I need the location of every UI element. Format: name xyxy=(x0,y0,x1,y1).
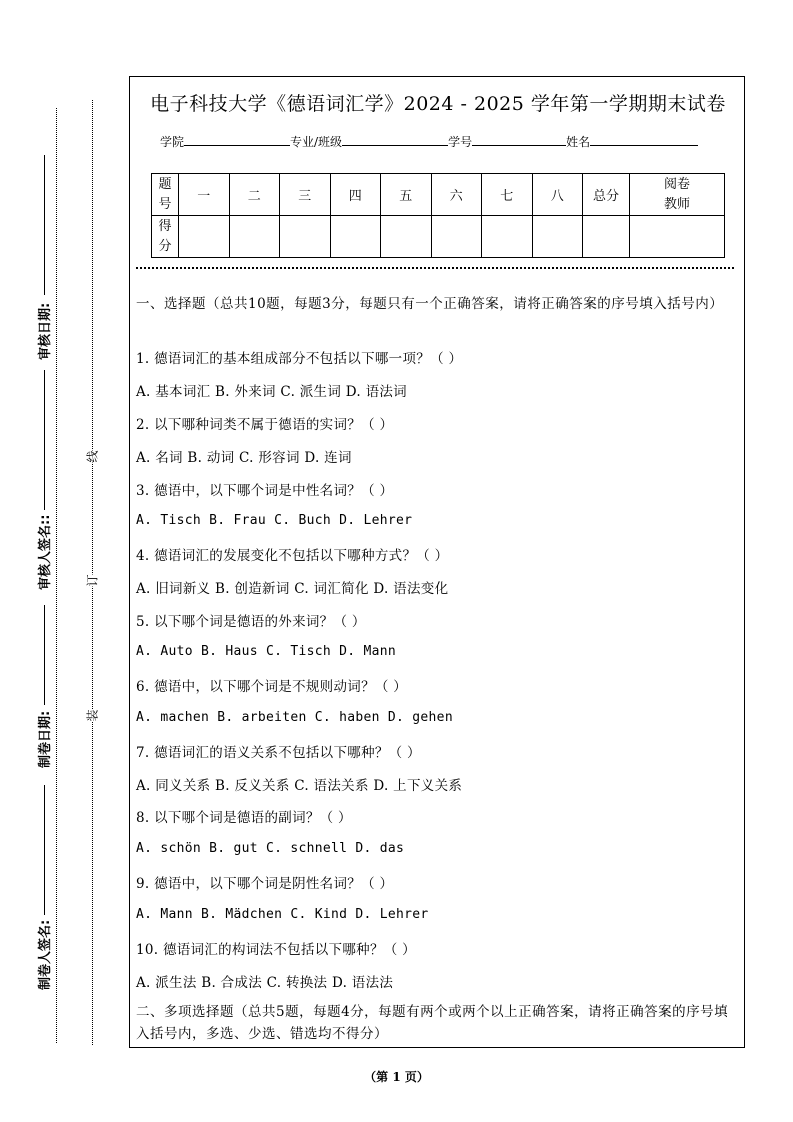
outer-dotted-line xyxy=(56,108,57,1043)
college-label: 学院 xyxy=(160,135,185,149)
reviewer-sign-label: 审核人签名:: xyxy=(38,514,53,590)
col-6: 六 xyxy=(431,174,482,216)
col-1: 一 xyxy=(179,174,230,216)
score-cell-total[interactable] xyxy=(583,216,630,258)
col-5: 五 xyxy=(381,174,432,216)
score-cell-grader[interactable] xyxy=(630,216,725,258)
question-1-options: A. 基本词汇 B. 外来词 C. 派生词 D. 语法词 xyxy=(136,384,407,400)
college-field[interactable] xyxy=(184,133,290,146)
question-1: 1. 德语词汇的基本组成部分不包括以下哪一项？（ ） xyxy=(136,351,463,367)
score-cell-6[interactable] xyxy=(431,216,482,258)
inner-dotted-line xyxy=(92,100,93,1045)
question-10-options: A. 派生法 B. 合成法 C. 转换法 D. 语法法 xyxy=(136,975,394,991)
question-5-options: A. Auto B. Haus C. Tisch D. Mann xyxy=(136,644,397,659)
col-2: 二 xyxy=(229,174,280,216)
student-id-field[interactable] xyxy=(472,133,566,146)
score-cell-2[interactable] xyxy=(229,216,280,258)
question-6: 6. 德语中，以下哪个词是不规则动词？（ ） xyxy=(136,679,408,695)
question-2: 2. 以下哪种词类不属于德语的实词？（ ） xyxy=(136,417,394,433)
maker-date-blank[interactable] xyxy=(44,605,45,705)
major-field[interactable] xyxy=(342,133,448,146)
question-7-options: A. 同义关系 B. 反义关系 C. 语法关系 D. 上下义关系 xyxy=(136,778,463,794)
question-8: 8. 以下哪个词是德语的副词？（ ） xyxy=(136,810,352,826)
binding-char-ding: 订 xyxy=(85,574,100,587)
question-4: 4. 德语词汇的发展变化不包括以下哪种方式？（ ） xyxy=(136,548,449,564)
exam-frame xyxy=(129,76,745,1048)
question-8-options: A. schön B. gut C. schnell D. das xyxy=(136,841,405,856)
score-cell-4[interactable] xyxy=(330,216,381,258)
reviewer-date-label: 审核日期: xyxy=(38,302,53,360)
col-total: 总分 xyxy=(583,174,630,216)
grader-label: 阅卷 教师 xyxy=(630,174,725,216)
question-9-options: A. Mann B. Mädchen C. Kind D. Lehrer xyxy=(136,907,429,922)
section2-heading: 二、多项选择题（总共5题，每题4分，每题有两个或两个以上正确答案，请将正确答案的序号填入括号内，多选、少选、错选均不得分） xyxy=(136,1004,729,1042)
col-7: 七 xyxy=(482,174,533,216)
question-3-options: A. Tisch B. Frau C. Buch D. Lehrer xyxy=(136,513,413,528)
score-cell-7[interactable] xyxy=(482,216,533,258)
question-6-options: A. machen B. arbeiten C. haben D. gehen xyxy=(136,710,453,725)
name-field[interactable] xyxy=(590,133,698,146)
maker-date-label: 制卷日期: xyxy=(38,710,53,768)
binding-char-zhuang: 装 xyxy=(85,709,100,722)
question-7: 7. 德语词汇的语义关系不包括以下哪种？（ ） xyxy=(136,745,421,761)
score-cell-1[interactable] xyxy=(179,216,230,258)
question-4-options: A. 旧词新义 B. 创造新词 C. 词汇简化 D. 语法变化 xyxy=(136,581,449,597)
section-divider xyxy=(136,267,734,269)
question-5: 5. 以下哪个词是德语的外来词？（ ） xyxy=(136,614,366,630)
question-2-options: A. 名词 B. 动词 C. 形容词 D. 连词 xyxy=(136,450,352,466)
student-id-label: 学号 xyxy=(448,135,473,149)
score-cell-3[interactable] xyxy=(280,216,331,258)
major-label: 专业/班级 xyxy=(290,135,343,149)
maker-sign-label: 制卷人签名: xyxy=(38,919,53,990)
binding-char-xian: 线 xyxy=(85,450,100,463)
col-4: 四 xyxy=(330,174,381,216)
page-number: （第 1 页） xyxy=(364,1070,429,1084)
score-table xyxy=(151,173,725,258)
score-table-score-row xyxy=(152,216,725,258)
question-3: 3. 德语中，以下哪个词是中性名词？（ ） xyxy=(136,483,394,499)
name-label: 姓名 xyxy=(566,135,591,149)
score-cell-5[interactable] xyxy=(381,216,432,258)
question-9: 9. 德语中，以下哪个词是阴性名词？（ ） xyxy=(136,876,394,892)
reviewer-date-blank[interactable] xyxy=(44,155,45,295)
reviewer-sign-blank[interactable] xyxy=(44,370,45,510)
question-number-label: 题 号 xyxy=(152,174,179,216)
exam-title: 电子科技大学《德语词汇学》2024 - 2025 学年第一学期期末试卷 xyxy=(150,93,726,115)
score-table-header-row xyxy=(152,174,725,216)
section1-heading: 一、选择题（总共10题，每题3分，每题只有一个正确答案，请将正确答案的序号填入括号内） xyxy=(136,296,724,312)
col-8: 八 xyxy=(532,174,583,216)
maker-sign-blank[interactable] xyxy=(44,785,45,915)
question-10: 10. 德语词汇的构词法不包括以下哪种？（ ） xyxy=(136,942,416,958)
score-label: 得 分 xyxy=(152,216,179,258)
score-cell-8[interactable] xyxy=(532,216,583,258)
col-3: 三 xyxy=(280,174,331,216)
student-info-row xyxy=(160,133,698,150)
